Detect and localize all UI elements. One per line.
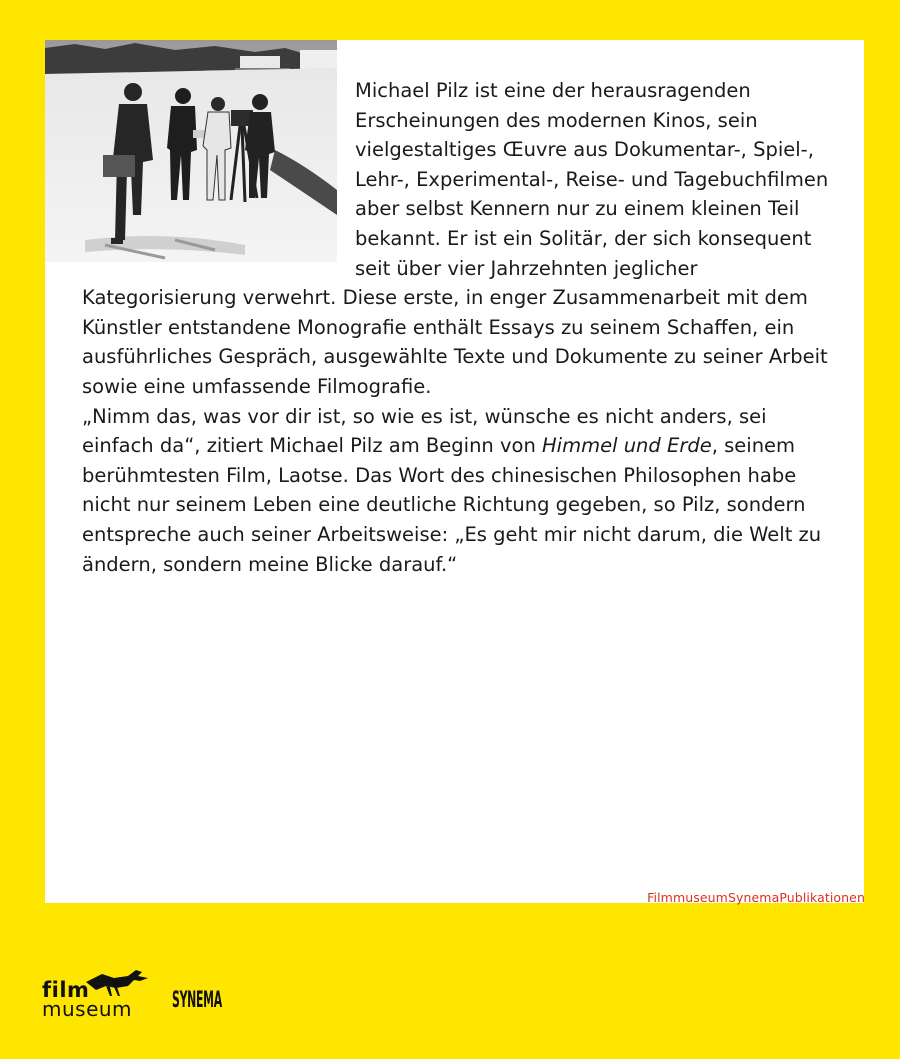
text-panel	[45, 40, 864, 903]
film-crew-snow-photo	[45, 40, 337, 262]
filmmuseum-logo-film: film	[42, 978, 90, 1002]
paragraph-quote	[82, 402, 842, 580]
paragraph-quote-part2: , seinem berühmtesten Film, Laotse. Das Wort des chinesischen Philosophen habe nicht nur seinem Leben eine deutliche Richtung gegeben, so Pilz, sondern entspreche auch seiner Arbeitsweise: „Es geht mir nicht darum, die Welt zu ändern, sondern meine Blicke darauf.“	[82, 434, 822, 576]
synema-logo: SYNEMA	[172, 988, 222, 1013]
filmmuseum-logo-museum: museum	[42, 997, 133, 1021]
paragraph-quote-part1: „Nimm das, was vor dir ist, so wie es ist, wünsche es nicht anders, sei einfach da“, zitiert Michael Pilz am Beginn von	[82, 404, 767, 458]
filmmuseum-logo	[42, 968, 154, 1024]
body-text	[82, 76, 842, 579]
film-title-himmel-und-erde: Himmel und Erde	[542, 434, 712, 458]
series-label: FilmmuseumSynemaPublikationen	[647, 890, 865, 905]
bird-icon	[84, 968, 154, 998]
paragraph-intro: Michael Pilz ist eine der herausragenden Erscheinungen des modernen Kinos, sein vielgestaltiges Œuvre aus Dokumentar-, Spiel-, Lehr-, Experimental-, Reise- und Tagebuchfilmen aber selbst Kennern nur zu einem kleinen Teil bekannt. Er ist ein Solitär, der sich konsequent seit über vier Jahrzehnten jeglicher Kategorisierung verwehrt. Diese erste, in enger Zusammenarbeit mit dem Künstler entstandene Monografie enthält Essays zu seinem Schaffen, ein ausführliches Gespräch, ausgewählte Texte und Dokumente zu seiner Arbeit sowie eine umfassende Filmografie.	[82, 79, 829, 398]
